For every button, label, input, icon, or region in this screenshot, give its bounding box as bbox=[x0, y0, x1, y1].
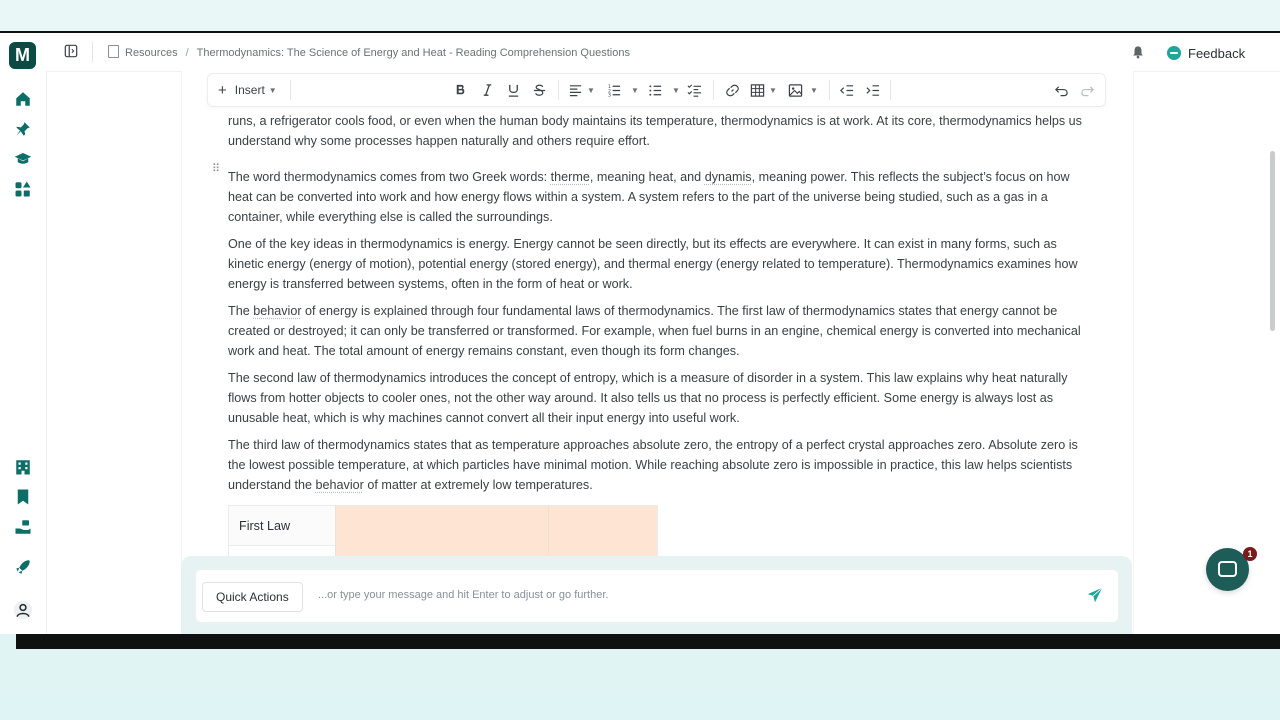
table-cell[interactable]: First Law bbox=[229, 506, 335, 546]
text-run: of energy is explained through four fundamental laws of thermodynamics. The first law of thermodynamics states that energy cannot be created or destroyed; it can only be transferred or transformed. For example, when fuel burns in an engine, chemical energy is converted into mechanical work and heat. The total amount of energy remains constant, even though its form changes. bbox=[228, 304, 1081, 358]
table-dropdown[interactable] bbox=[750, 81, 777, 99]
svg-text:2: 2 bbox=[607, 88, 611, 94]
toolbar-divider bbox=[558, 80, 559, 100]
hand-money-icon[interactable] bbox=[14, 518, 32, 536]
quick-actions-button[interactable]: Quick Actions bbox=[202, 582, 303, 612]
laws-table[interactable] bbox=[228, 505, 658, 559]
indent-button[interactable] bbox=[865, 81, 880, 99]
align-dropdown[interactable] bbox=[568, 81, 595, 99]
bullet-list-dropdown[interactable] bbox=[648, 81, 680, 99]
chevron-down-icon: ▼ bbox=[587, 85, 595, 95]
chevron-down-icon: ▼ bbox=[810, 85, 818, 95]
underline-button[interactable] bbox=[506, 81, 521, 99]
spellcheck-word[interactable]: behavior bbox=[315, 478, 364, 492]
header-divider bbox=[92, 42, 93, 62]
text-run: The third law of thermodynamics states that as temperature approaches absolute zero, the entropy of a perfect crystal approaches zero. Absolute zero is the lowest possible temperature, at which particles have minimal motion. While reaching absolute zero is impossible in practice, this law helps scientists understand the bbox=[228, 438, 1078, 492]
left-rail bbox=[0, 33, 47, 634]
breadcrumb-current: Thermodynamics: The Science of Energy and Heat - Reading Comprehension Questions bbox=[196, 47, 630, 59]
breadcrumb-root[interactable]: Resources bbox=[125, 47, 178, 59]
toolbar-divider bbox=[713, 80, 714, 100]
breadcrumb bbox=[108, 45, 630, 59]
spellcheck-word[interactable]: dynamis bbox=[704, 170, 752, 184]
scrollbar-thumb[interactable] bbox=[1270, 151, 1275, 331]
unread-count-badge: 1 bbox=[1243, 547, 1257, 561]
text-run: , meaning power. This reflects the subject’s focus on how heat can be converted into work and how energy flows within a system. A system refers to the part of the universe being studied, such as a gas in a container, while everything else is called the surroundings. bbox=[228, 170, 1070, 224]
ordered-list-dropdown[interactable] bbox=[607, 81, 639, 99]
editor-toolbar bbox=[207, 73, 1106, 107]
svg-text:1: 1 bbox=[607, 84, 611, 90]
checklist-button[interactable] bbox=[687, 81, 702, 99]
message-input[interactable] bbox=[316, 584, 1080, 606]
notification-bell-icon[interactable] bbox=[1131, 45, 1145, 59]
breadcrumb-separator: / bbox=[185, 47, 189, 59]
chevron-down-icon: ▼ bbox=[631, 85, 639, 95]
chevron-down-icon: ▼ bbox=[769, 85, 777, 95]
user-icon[interactable] bbox=[13, 600, 33, 620]
chevron-down-icon: ▼ bbox=[672, 85, 680, 95]
table-cell-highlighted[interactable] bbox=[335, 506, 549, 558]
message-composer bbox=[195, 569, 1119, 623]
home-icon[interactable] bbox=[14, 90, 32, 108]
text-run: of matter at extremely low temperatures. bbox=[363, 478, 593, 492]
insert-dropdown[interactable] bbox=[218, 81, 277, 99]
feedback-button[interactable] bbox=[1167, 43, 1245, 63]
top-header bbox=[46, 33, 1280, 72]
feedback-label: Feedback bbox=[1188, 45, 1246, 61]
page-scrollbar[interactable] bbox=[1268, 73, 1278, 634]
toolbar-divider bbox=[829, 80, 830, 100]
sidebar-toggle-icon[interactable] bbox=[64, 44, 78, 58]
insert-label: Insert bbox=[234, 83, 265, 97]
text-run: The word thermodynamics comes from two Greek words: bbox=[228, 170, 551, 184]
block-drag-handle-icon[interactable]: ⠿ bbox=[212, 163, 220, 175]
svg-text:3: 3 bbox=[607, 93, 611, 98]
bottom-frame-border bbox=[16, 634, 1280, 649]
toolbar-divider bbox=[890, 80, 891, 100]
paragraph-laws[interactable] bbox=[228, 301, 1083, 361]
graduation-cap-icon[interactable] bbox=[14, 150, 32, 168]
paragraph-energy[interactable]: One of the key ideas in thermodynamics is energy. Energy cannot be seen directly, but its effects are everywhere. It can exist in many forms, such as kinetic energy (energy of motion), potential energy (stored energy), and thermal energy (energy related to temperature). Thermodynamics examines how energy is transferred between systems, often in the form of heat or work. bbox=[228, 237, 1078, 291]
send-icon[interactable] bbox=[1086, 586, 1104, 604]
building-icon[interactable] bbox=[14, 458, 32, 476]
plus-icon: + bbox=[218, 81, 227, 99]
undo-button[interactable] bbox=[1054, 81, 1069, 99]
redo-button[interactable] bbox=[1080, 81, 1095, 99]
text-run: The bbox=[228, 304, 254, 318]
app-logo[interactable]: M bbox=[9, 42, 36, 69]
chevron-down-icon: ▼ bbox=[268, 85, 277, 95]
link-button[interactable] bbox=[725, 81, 740, 99]
bold-button[interactable] bbox=[453, 81, 468, 99]
spellcheck-word[interactable]: therme bbox=[550, 170, 590, 184]
rocket-icon[interactable] bbox=[14, 558, 32, 576]
text-run: , meaning heat, and bbox=[589, 170, 705, 184]
bookmark-icon[interactable] bbox=[14, 488, 32, 506]
outdent-button[interactable] bbox=[839, 81, 854, 99]
strikethrough-button[interactable] bbox=[532, 81, 547, 99]
paragraph-intro-tail[interactable]: runs, a refrigerator cools food, or even when the human body maintains its temperature, thermodynamics is at work. At its core, thermodynamics helps us understand why some processes happen naturally and others require effort. bbox=[228, 114, 1082, 148]
paragraph-third-law[interactable] bbox=[228, 435, 1083, 495]
document-icon bbox=[108, 45, 119, 58]
paragraph-second-law[interactable]: The second law of thermodynamics introduces the concept of entropy, which is a measure of disorder in a system. This law explains why heat naturally flows from hotter objects to cooler ones, not the other way around. It also tells us that no process is perfectly efficient. Some energy is always lost as unusable heat, which is why machines cannot convert all their input energy into useful work. bbox=[228, 371, 1068, 425]
document-body[interactable] bbox=[228, 74, 1083, 502]
pin-icon[interactable] bbox=[14, 120, 32, 138]
italic-button[interactable] bbox=[480, 81, 495, 99]
table-cell-highlighted[interactable] bbox=[548, 506, 657, 558]
spellcheck-word[interactable]: behavior bbox=[253, 304, 302, 318]
image-dropdown[interactable] bbox=[788, 81, 818, 99]
toolbar-divider bbox=[290, 80, 291, 100]
apps-grid-icon[interactable] bbox=[14, 180, 32, 198]
chat-icon bbox=[1218, 561, 1237, 577]
paragraph-etymology[interactable] bbox=[228, 167, 1083, 227]
chat-icon bbox=[1167, 46, 1181, 60]
